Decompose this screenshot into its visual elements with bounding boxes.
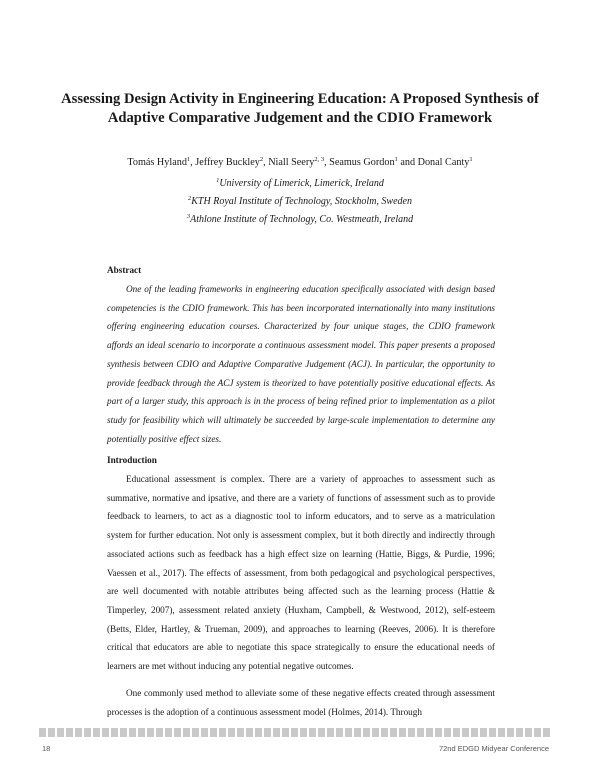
- affiliation: [60, 195, 540, 209]
- author-name: Jeffrey Buckley: [195, 157, 260, 168]
- author-separator: ,: [190, 157, 196, 168]
- conference-name: 72nd EDGD Midyear Conference: [438, 744, 549, 753]
- author-list: [60, 156, 540, 170]
- affiliation-mark: 3: [186, 213, 191, 220]
- affiliation-mark: 1: [216, 177, 220, 184]
- footer-divider: [39, 728, 551, 737]
- author-affiliation-mark: 1: [394, 156, 398, 163]
- affiliation: [60, 213, 540, 227]
- author-name: Seamus Gordon: [329, 157, 395, 168]
- author-and: and: [397, 157, 418, 168]
- affiliation-text: Athlone Institute of Technology, Co. Westmeath, Ireland: [190, 214, 414, 225]
- author-name: Donal Canty: [417, 157, 470, 168]
- abstract-text: One of the leading frameworks in engineering education specifically associated with design based competencies is the CDIO framework. This has been incorporated internationally into many institutions offering engineering education courses. Characterized by four unique stages, the CDIO framework affords an ideal scenario to incorporate a continuous assessment model. This paper presents a proposed synthesis between CDIO and Adaptive Comparative Judgement (ACJ). In particular, the opportunity to provide feedback through the ACJ system is theorized to have potentially positive educational effects. As part of a larger study, this approach is in the process of being refined prior to implementation as a pilot study for feasibility which will ultimately be succeeded by large-scale implementation to determine any potentially positive effect sizes.: [107, 284, 495, 444]
- affiliation-text: University of Limerick, Limerick, Ireland: [219, 178, 384, 189]
- paper-title: Assessing Design Activity in Engineering Education: A Proposed Synthesis of Adaptive Comparative Judgement and the CDIO Framework: [61, 91, 539, 126]
- author-separator: ,: [324, 157, 330, 168]
- author-affiliation-mark: 1: [186, 156, 191, 163]
- introduction-paragraph: One commonly used method to alleviate some of these negative effects created through assessment processes is the adoption of a continuous assessment model (Holmes, 2014). Through: [107, 688, 495, 717]
- abstract-heading: Abstract: [107, 265, 142, 275]
- author-affiliation-mark: 2, 3: [314, 156, 325, 163]
- affiliation-text: KTH Royal Institute of Technology, Stockholm, Sweden: [191, 196, 412, 207]
- author-separator: ,: [263, 157, 269, 168]
- author-name: Tomás Hyland: [127, 157, 187, 168]
- author-affiliation-mark: 2: [259, 156, 264, 163]
- affiliation-mark: 2: [188, 195, 192, 202]
- page-number: 18: [42, 744, 51, 753]
- affiliation: [60, 177, 540, 191]
- author-name: Niall Seery: [268, 157, 315, 168]
- introduction-paragraph: Educational assessment is complex. There are a variety of approaches to assessment such as summative, normative and ipsative, and there are a variety of functions of assessment such as to provide feedback to learners, to act as a diagnostic tool to inform educators, and to serve as a matriculation system for further education. Not only is assessment complex, but it both directly and indirectly through associated actions such as feedback has a high effect size on learning (Hattie, Biggs, & Purdie, 1996; Vaessen et al., 2017). The effects of assessment, from both pedagogical and psychological perspectives, are well documented with notable attributes being affected such as the learning process (Hattie & Timperley, 2007), assessment related anxiety (Huxham, Campbell, & Westwood, 2012), self-esteem (Betts, Elder, Hartley, & Trueman, 2009), and approaches to learning (Reeves, 2006). It is therefore critical that educators are able to negotiate this space strategically to ensure the educational needs of learners are met without inducing any potential negative outcomes.: [107, 474, 495, 672]
- author-affiliation-mark: 1: [469, 156, 473, 163]
- introduction-heading: Introduction: [107, 455, 157, 465]
